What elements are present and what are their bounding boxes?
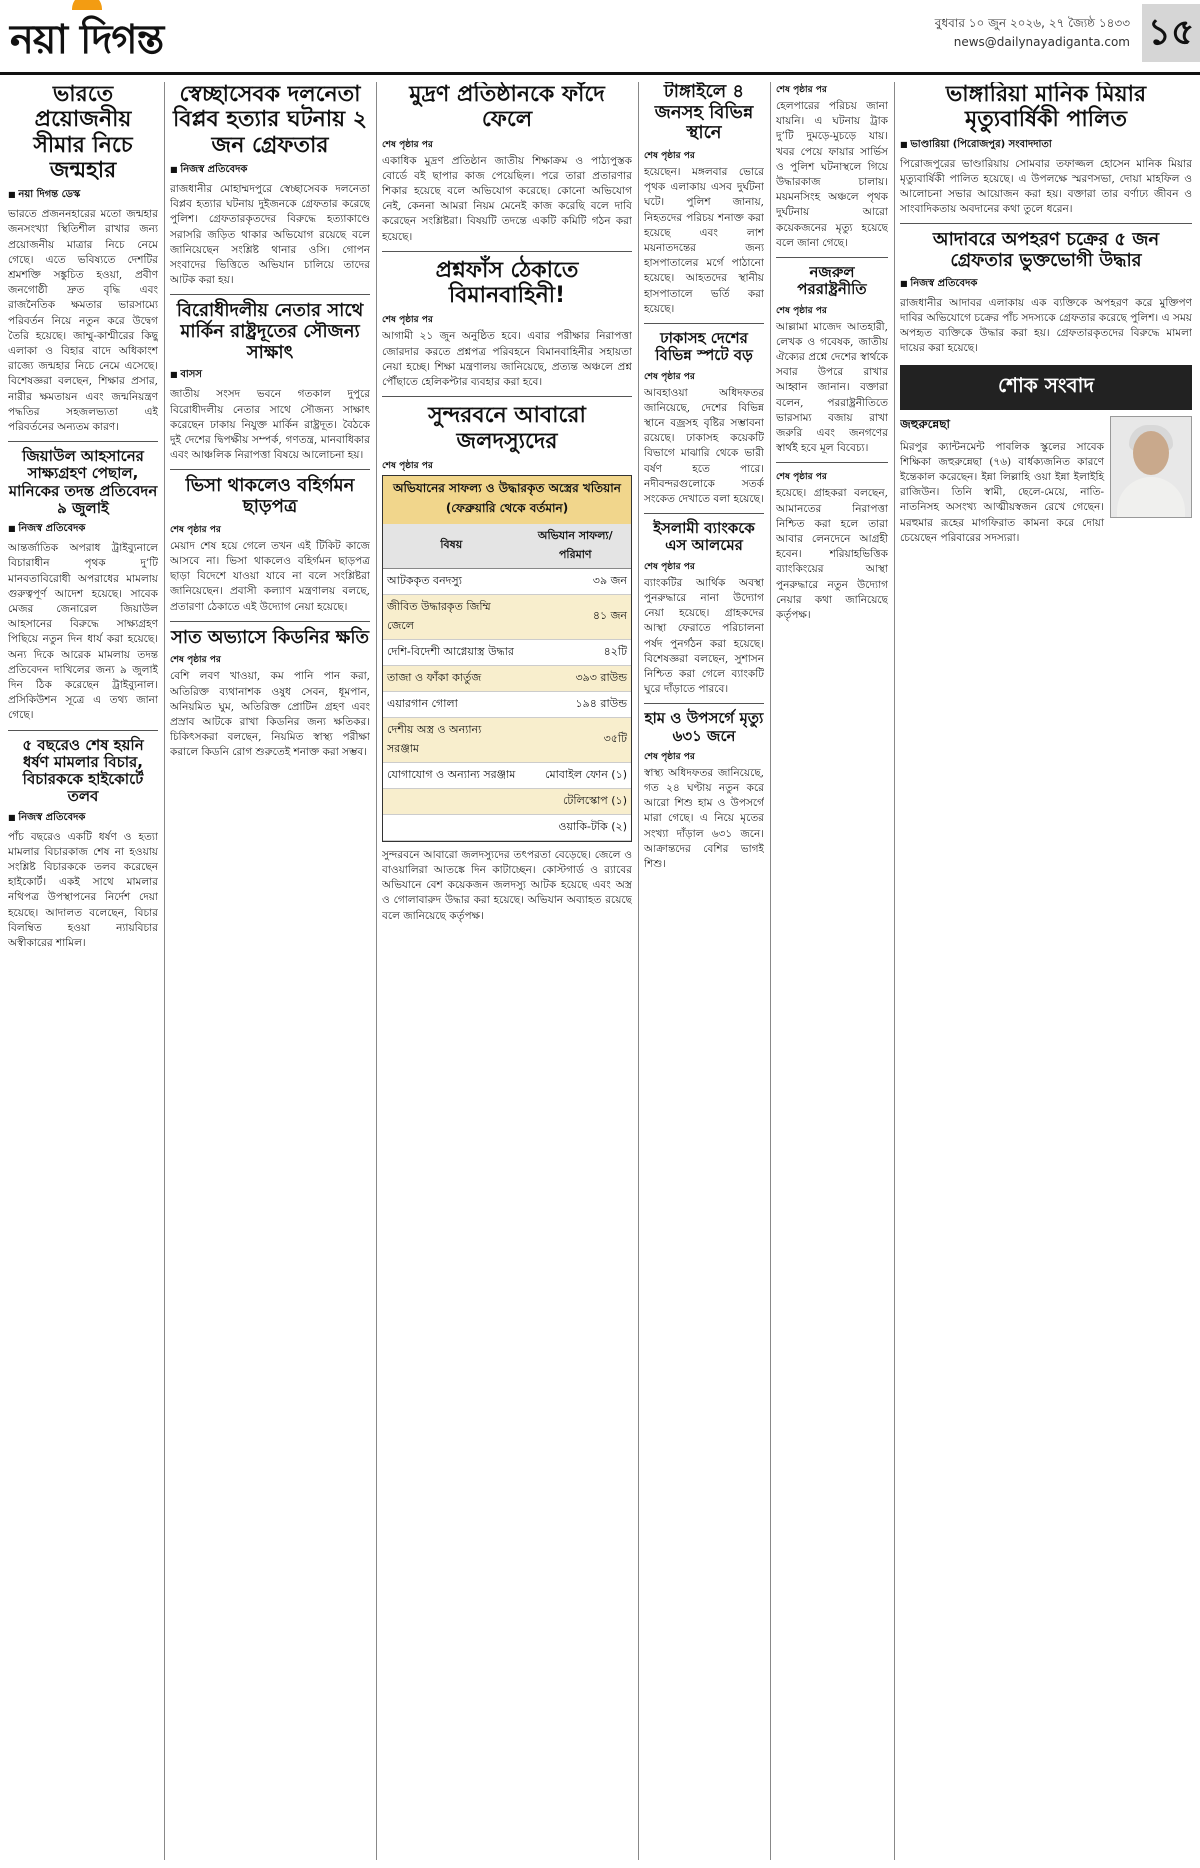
article-headline: ঢাকাসহ দেশের বিভিন্ন স্পটে বড় [655,329,753,365]
article-headline: স্বেচ্ছাসেবক দলনেতা বিপ্লব হত্যার ঘটনায় ২ জন গ্রেফতার [172,82,368,158]
table-row [383,639,631,665]
table-row [383,814,631,840]
article-body: আল্লামা মাজেদ আতহারী, লেখক ও গবেষক, জাতীয় ঐক্যের প্রশ্নে দেশের স্বার্থকে সবার উপরে রাখার আহ্বান জানান। বক্তারা বলেন, পররাষ্ট্রনীতিতে ভারসাম্য বজায় রাখা জরুরি এবং জনগণের স্বার্থই হবে মূল বিবেচ্য। [776,320,888,455]
table-cell: এয়ারগান গোলা [383,691,520,717]
table-cell: দেশি-বিদেশী আগ্নেয়াস্ত্র উদ্ধার [383,639,520,665]
table-row [383,717,631,762]
article-body: একাধিক মুদ্রণ প্রতিষ্ঠান জাতীয় শিক্ষাক্রম ও পাঠ্যপুস্তক বোর্ডে বই ছাপার কাজ পেয়েছিল। পরে তারা প্রতারণার শিকার হয়েছে বলে অভিযোগ করেছে। কোনো অভিযোগ নেই, কেননা আমরা নিয়ম মেনেই কাজ করেছি বলে দাবি করেছেন সংশ্লিষ্টরা। বিষয়টি তদন্তে একটি কমিটি গঠন করা হয়েছে। [382,154,632,243]
table-cell: ১৯৪ রাউন্ড [520,691,631,717]
date-text: বুধবার ১০ জুন ২০২৬, ২৭ জ্যৈষ্ঠ ১৪৩৩ [934,16,1130,30]
article-body: সুন্দরবনে আবারো জলদস্যুদের তৎপরতা বেড়েছে। জেলে ও বাওয়ালিরা আতঙ্কে দিন কাটাচ্ছেন। কোস্টগার্ড ও র‌্যাবের অভিযানে বেশ কয়েকজন জলদস্যু আটক হয়েছে এবং অস্ত্র ও গোলাবারুদ উদ্ধার করা হয়েছে। অভিযান অব্যাহত রয়েছে বলে জানিয়েছে কর্তৃপক্ষ। [382,848,632,922]
divider [170,294,370,295]
table-title: অভিযানের সাফল্য ও উদ্ধারকৃত অস্ত্রের খতিয়ান (ফেব্রুয়ারি থেকে বর্তমান) [383,476,631,524]
table-row [383,665,631,691]
article-body: ব্যাংকটির আর্থিক অবস্থা পুনরুদ্ধারে নানা উদ্যোগ নেয়া হয়েছে। গ্রাহকদের আস্থা ফেরাতে পরিচালনা পর্ষদ পুনর্গঠন করা হয়েছে। বিশেষজ্ঞরা বলছেন, সুশাসন নিশ্চিত করা গেলে ব্যাংকটি ঘুরে দাঁড়াতে পারবে। [644,576,764,696]
article-body: আন্তর্জাতিক অপরাধ ট্রাইব্যুনালে বিচারাধীন পৃথক দু’টি মানবতাবিরোধী অপরাধের মামলায় গুরুত্বপূর্ণ আদেশ হয়েছে। সাবেক মেজর জেনারেল জিয়াউল আহসানের বিরুদ্ধে সাক্ষ্যগ্রহণ পিছিয়ে নতুন দিন ধার্য করা হয়েছে। অন্য দিকে আরেক মামলায় তদন্ত প্রতিবেদন দাখিলের জন্য ৯ জুলাই দিন ঠিক করেছেন ট্রাইব্যুনাল। প্রসিকিউশন সূত্রে এ তথ্য জানা গেছে। [8,542,158,722]
table-header-row [383,524,631,569]
article-headline: ভারতে প্রয়োজনীয় সীমার নিচে জন্মহার [33,82,133,183]
article-body: আবহাওয়া অধিদফতর জানিয়েছে, দেশের বিভিন্ন স্থানে বজ্রসহ বৃষ্টির সম্ভাবনা রয়েছে। ঢাকাসহ কয়েকটি বিভাগে মাঝারি থেকে ভারী বর্ষণ হতে পারে। নদীবন্দরগুলোকে সতর্ক সংকেত দেখাতে বলা হয়েছে। [644,386,764,506]
article-headline: আদাবরে অপহরণ চক্রের ৫ জন গ্রেফতার ভুক্তভোগী উদ্ধার [932,229,1160,272]
article-headline: মুদ্রণ প্রতিষ্ঠানকে ফাঁদে ফেলে [409,82,605,133]
continuation-label: শেষ পৃষ্ঠার পর [776,85,827,95]
article-body: জাতীয় সংসদ ভবনে গতকাল দুপুরে বিরোধীদলীয় নেতার সাথে সৌজন্য সাক্ষাৎ করেছেন ঢাকায় নিযুক্ত মার্কিন রাষ্ট্রদূত। বৈঠকে দুই দেশের দ্বিপক্ষীয় সম্পর্ক, গণতন্ত্র, মানবাধিকার এবং আঞ্চলিক নিরাপত্তা বিষয়ে আলোচনা হয়। [170,388,370,462]
table-cell: ৪১ জন [520,594,631,639]
column-rule [164,82,165,1860]
divider [776,257,888,258]
article-byline: ■ নিজস্ব প্রতিবেদক [900,276,1192,293]
article-headline: সুন্দরবনে আবারো জলদস্যুদের [428,403,586,454]
divider [170,621,370,622]
divider [776,462,888,463]
masthead [0,0,1200,75]
date-line [935,14,1130,52]
column-5 [776,82,888,1860]
column-1 [8,82,158,1860]
article-body: হেলপারের পরিচয় জানা যায়নি। এ ঘটনায় ট্রাক দু’টি দুমড়ে-মুচড়ে যায়। খবর পেয়ে ফায়ার সার্ভিস ও পুলিশ ঘটনাস্থলে গিয়ে উদ্ধারকাজ চালায়। ময়মনসিংহ অঞ্চলে পৃথক দুর্ঘটনায় আরো কয়েকজনের মৃত্যু হয়েছে বলে জানা গেছে। [776,100,888,249]
continuation-label: শেষ পৃষ্ঠার পর [382,139,433,150]
article-byline: ■ বাসস [170,367,370,384]
column-rule [638,82,639,1860]
column-4 [644,82,764,1860]
continuation-label: শেষ পৃষ্ঠার পর [170,524,221,535]
table-cell [383,814,520,840]
seizure-table-box [382,475,632,842]
column-rule [894,82,895,1860]
divider [644,703,764,704]
divider [644,513,764,514]
article-headline: জিয়াউল আহসানের সাক্ষ্যগ্রহণ পেছাল, মানিকের তদন্ত প্রতিবেদন ৯ জুলাই [8,447,158,517]
article-body: রাজধানীর আদাবর এলাকায় এক ব্যক্তিকে অপহরণ করে মুক্তিপণ দাবির অভিযোগে চক্রের পাঁচ সদস্যকে গ্রেফতার করেছে পুলিশ। এ সময় অপহৃত ব্যক্তিকে উদ্ধার করা হয়। গ্রেফতারকৃতদের বিরুদ্ধে মামলা দায়ের করা হয়েছে। [900,296,1192,355]
article-body: বেশি লবণ খাওয়া, কম পানি পান করা, অতিরিক্ত ব্যথানাশক ওষুধ সেবন, ধূমপান, অনিয়মিত ঘুম, অতিরিক্ত প্রোটিন গ্রহণ এবং প্রস্রাব আটকে রাখা কিডনির জন্য ক্ষতিকর। চিকিৎসকরা বলছেন, নিয়মিত স্বাস্থ্য পরীক্ষা করালে কিডনি রোগ শুরুতেই শনাক্ত করা সম্ভব। [170,670,370,759]
column-2 [170,82,370,1860]
continuation-label: শেষ পৃষ্ঠার পর [776,472,827,483]
article-body: আগামী ২১ জুন অনুষ্ঠিত হবে। এবার পরীক্ষার নিরাপত্তা জোরদার করতে প্রশ্নপত্র পরিবহনে বিমানবাহিনীর সহায়তা নেয়া হচ্ছে। শিক্ষা মন্ত্রণালয় জানিয়েছে, প্রত্যন্ত অঞ্চলে প্রশ্ন পৌঁছাতে হেলিকপ্টার ব্যবহার করা হবে। [382,330,632,389]
article-body: ভারতে প্রজননহারের মতো জন্মহার জনসংখ্যা স্থিতিশীল রাখার জন্য প্রয়োজনীয় মাত্রার নিচে নেমে গেছে। এতে ভবিষ্যতে দেশটির শ্রমশক্তি সঙ্কুচিত হওয়া, প্রবীণ জনগোষ্ঠী দ্রুত বৃদ্ধি এবং রাজনৈতিক ক্ষমতার ভারসাম্যে পরিবর্তন নিয়ে নতুন করে উদ্বেগ তৈরি হয়েছে। জাম্মু-কাশ্মীরের কিছু এলাকা ও বিহার বাদে অধিকাংশ রাজ্যে জন্মহার নিচে নেমে এসেছে। বিশেষজ্ঞরা বলছেন, শিক্ষার প্রসার, নারীর ক্ষমতায়ন এবং জন্মনিয়ন্ত্রণ পদ্ধতির সহজলভ্যতা এই পরিবর্তনের অন্যতম কারণ। [8,208,158,434]
column-6 [900,82,1192,1860]
article-headline: ভাঙ্গারিয়া মানিক মিয়ার মৃত্যুবার্ষিকী পালিত [945,82,1147,133]
table-cell: দেশীয় অস্ত্র ও অন্যান্য সরঞ্জাম [383,717,520,762]
table-row [383,691,631,717]
column-3 [382,82,632,1860]
article-byline: ■ নিজস্ব প্রতিবেদক [8,521,158,538]
seizure-table [383,524,631,841]
table-cell: তাজা ও ফাঁকা কার্তুজ [383,665,520,691]
article-headline: প্রশ্নফাঁস ঠেকাতে বিমানবাহিনী! [435,257,579,309]
article-byline: ■ নিজস্ব প্রতিবেদক [170,162,370,179]
table-row [383,568,631,594]
article-body: রাজধানীর মোহাম্মদপুরে স্বেচ্ছাসেবক দলনেতা বিপ্লব হত্যার ঘটনায় দুইজনকে গ্রেফতার করেছে পুলিশ। গ্রেফতারকৃতদের বিরুদ্ধে হত্যাকাণ্ডে সরাসরি জড়িত থাকার অভিযোগ রয়েছে বলে জানিয়েছেন সংশ্লিষ্ট থানার ওসি। গোপন সংবাদের ভিত্তিতে অভিযান চালিয়ে তাদের আটক করা হয়। [170,182,370,287]
portrait-photo [1110,416,1192,518]
condolence-title: শোক সংবাদ [900,365,1192,410]
continuation-label: শেষ পৃষ্ঠার পর [382,315,433,326]
table-header-cell: অভিযান সাফল্য/পরিমাণ [520,524,631,569]
continuation-label: শেষ পৃষ্ঠার পর [776,305,827,316]
table-cell: যোগাযোগ ও অন্যান্য সরঞ্জাম [383,762,520,788]
table-cell: আটককৃত বনদস্যু [383,568,520,594]
article-headline: ৫ বছরেও শেষ হয়নি ধর্ষণ মামলার বিচার, বিচারককে হাইকোর্টে তলব [22,735,144,806]
article-headline: ভিসা থাকলেও বহির্গমন ছাড়পত্র [185,475,355,518]
divider [8,441,158,442]
column-rule [770,82,771,1860]
table-cell: ৪২টি [520,639,631,665]
article-body: হয়েছে। গ্রাহকরা বলছেন, আমানতের নিরাপত্তা নিশ্চিত করা হলে তারা আবার লেনদেনে আগ্রহী হবেন। শরিয়াহভিত্তিক ব্যাংকিংয়ের আস্থা পুনরুদ্ধারে নতুন উদ্যোগ নেয়ার কথা জানিয়েছে কর্তৃপক্ষ। [776,487,888,621]
article-body: হয়েছেন। মঙ্গলবার ভোরে পৃথক এলাকায় এসব দুর্ঘটনা ঘটে। পুলিশ জানায়, নিহতদের পরিচয় শনাক্ত করা হয়েছে এবং লাশ ময়নাতদন্তের জন্য হাসপাতালের মর্গে পাঠানো হয়েছে। আহতদের স্থানীয় হাসপাতালে ভর্তি করা হয়েছে। [644,166,764,315]
page-number: ১৫ [1142,4,1200,62]
continuation-label: শেষ পৃষ্ঠার পর [644,751,695,762]
article-body: পিরোজপুরের ভাণ্ডারিয়ায় সোমবার তফাজ্জল হোসেন মানিক মিয়ার মৃত্যুবার্ষিকী পালিত হয়েছে। এ উপলক্ষে স্মরণসভা, দোয়া মাহফিল ও আলোচনা সভার আয়োজন করা হয়। বক্তারা তার বর্ণাঢ্য জীবন ও সাংবাদিকতায় অবদানের কথা তুলে ধরেন। [900,157,1192,216]
condolence-name: জহুরুন্নেছা [900,416,951,431]
table-row [383,594,631,639]
article-headline: সাত অভ্যাসে কিডনির ক্ষতি [170,626,369,648]
continuation-label: শেষ পৃষ্ঠার পর [644,371,695,382]
divider [170,469,370,470]
website-text: news@dailynayadiganta.com [953,35,1130,49]
portrait-shoulders [1117,477,1185,518]
table-row [383,788,631,814]
newspaper-logo: নয়া দিগন্ত [10,17,164,63]
article-body: মেয়াদ শেষ হয়ে গেলে তখন এই টিকিট কাজে আসবে না। ভিসা থাকলেও বহির্গমন ছাড়পত্র ছাড়া বিদেশে যাওয়া যাবে না বলে সংশ্লিষ্টরা জানিয়েছেন। প্রবাসী কল্যাণ মন্ত্রণালয় বলছে, প্রতারণা ঠেকাতে এই উদ্যোগ নেয়া হয়েছে। [170,539,370,613]
table-cell: ৩৯৩ রাউন্ড [520,665,631,691]
divider [382,251,632,252]
article-headline: বিরোধীদলীয় নেতার সাথে মার্কিন রাষ্ট্রদূতের সৌজন্য সাক্ষাৎ [176,300,364,363]
continuation-label: শেষ পৃষ্ঠার পর [170,655,221,666]
table-cell [383,788,520,814]
portrait-face [1133,431,1169,475]
continuation-label: শেষ পৃষ্ঠার পর [644,151,695,162]
article-byline: ■ ভাণ্ডারিয়া (পিরোজপুর) সংবাদদাতা [900,137,1192,154]
divider [644,323,764,324]
table-cell: টেলিস্কোপ (১) [520,788,631,814]
article-headline: ইসলামী ব্যাংককে এস আলমের [653,519,755,555]
table-cell: মোবাইল ফোন (১) [520,762,631,788]
table-cell: জীবিত উদ্ধারকৃত জিম্মি জেলে [383,594,520,639]
article-byline: ■ নিজস্ব প্রতিবেদক [8,810,158,827]
table-cell: ৩৯ জন [520,568,631,594]
divider [900,223,1192,224]
divider [8,730,158,731]
article-headline: টাঙ্গাইলে ৪ জনসহ বিভিন্ন স্থানে [654,82,754,144]
table-cell: ওয়াকি-টকি (২) [520,814,631,840]
column-rule [376,82,377,1860]
divider [382,396,632,397]
table-row [383,762,631,788]
article-headline: হাম ও উপসর্গে মৃত্যু ৬৩১ জনে [644,709,764,745]
article-byline: ■ নয়া দিগন্ত ডেস্ক [8,187,158,204]
table-header-cell: বিষয় [383,524,520,569]
article-body: স্বাস্থ্য অধিদফতর জানিয়েছে, গত ২৪ ঘণ্টায় নতুন করে আরো শিশু হাম ও উপসর্গে মারা গেছে। এ নিয়ে মৃতের সংখ্যা দাঁড়াল ৬৩১ জনে। আক্রান্তদের বেশির ভাগই শিশু। [644,766,764,871]
continuation-label: শেষ পৃষ্ঠার পর [644,561,695,572]
article-body: পাঁচ বছরেও একটি ধর্ষণ ও হত্যা মামলার বিচারকাজ শেষ না হওয়ায় সংশ্লিষ্ট বিচারককে তলব করেছেন হাইকোর্ট। একই সাথে মামলার নথিপত্র উপস্থাপনের নির্দেশ দেয়া হয়েছে। আদালত বলেছেন, বিচার বিলম্বিত হওয়া ন্যায়বিচার অস্বীকারের শামিল। [8,830,158,950]
table-cell: ৩৫টি [520,717,631,762]
article-headline: নজরুল পররাষ্ট্রনীতি [797,263,867,299]
continuation-label: শেষ পৃষ্ঠার পর [382,460,433,471]
condolence-body: মিরপুর ক্যান্টনমেন্ট পাবলিক স্কুলের সাবেক শিক্ষিকা জহুরুন্নেছা (৭৬) বার্ধক্যজনিত কারণে ইন্তেকাল করেছেন। ইন্না লিল্লাহি ওয়া ইন্না ইলাইহি রাজিউন। তিনি স্বামী, ছেলে-মেয়ে, নাতি-নাতনিসহ অসংখ্য আত্মীয়স্বজন রেখে গেছেন। মরহুমার রূহের মাগফিরাত কামনা করে দোয়া চেয়েছেন পরিবারের সদস্যরা। [900,440,1104,544]
